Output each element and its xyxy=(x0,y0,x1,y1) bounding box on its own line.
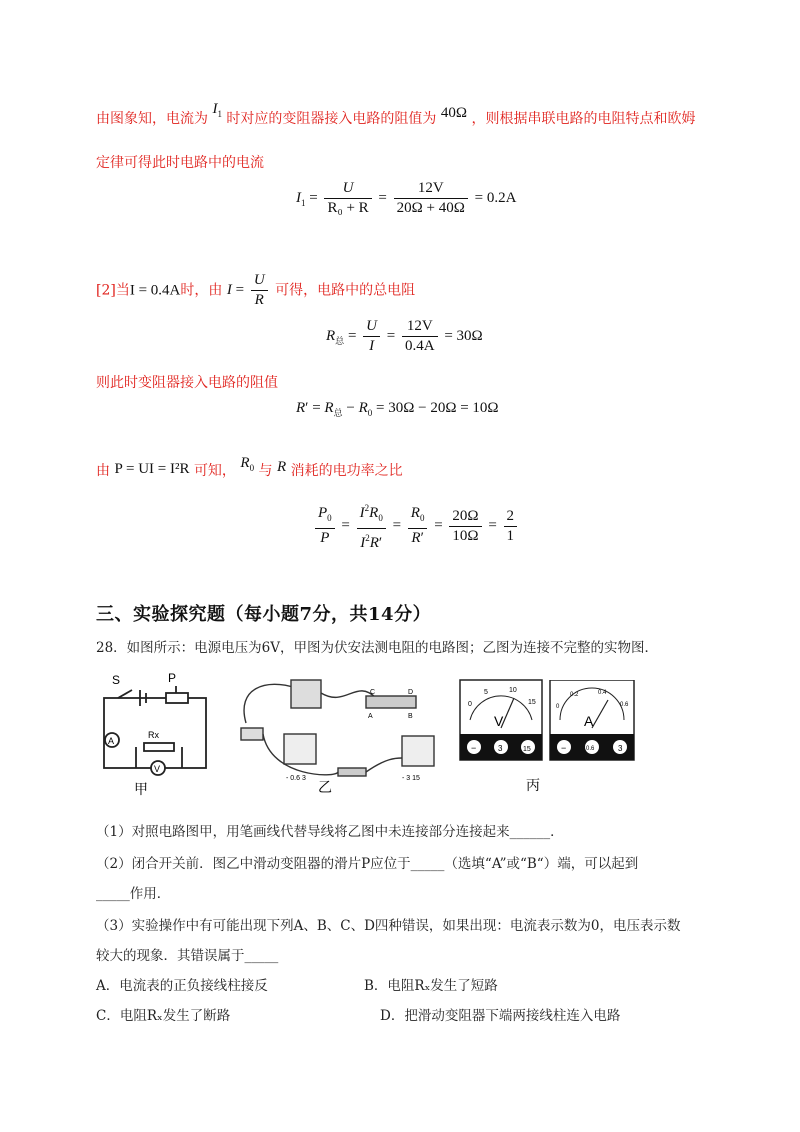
rheo-D: D xyxy=(408,689,414,696)
ammeter-dial-figure xyxy=(548,680,638,762)
option-a: A．电流表的正负接线柱接反 xyxy=(96,978,268,994)
val-40ohm: 40Ω xyxy=(440,105,468,121)
question-2b: _____作用． xyxy=(96,886,171,902)
meters-bing xyxy=(460,680,542,760)
tick-label: 5 xyxy=(484,689,488,696)
eq3-result: = 30Ω − 20Ω = 10Ω xyxy=(376,400,499,416)
tick-label: 0 xyxy=(468,701,472,708)
eq1-den: R₀ + R xyxy=(327,200,369,216)
eq1-num2: 12V xyxy=(394,180,468,199)
question-3a: （3）实验操作中有可能出现下列A、B、C、D四种错误，如果出现：电流表示数为0，电压表示数 xyxy=(96,918,681,934)
eq2-den2: 0.4A xyxy=(404,338,435,354)
solution-line-3 xyxy=(96,272,415,309)
equation-3: $R' = R_总 - R_0 = 30\Omega - 20\Omega = 10\Omega$ xyxy=(296,400,499,418)
terminal-label: 3 xyxy=(498,744,503,753)
eq1-den2: 20Ω + 40Ω xyxy=(396,200,465,216)
ammeter-physical-icon xyxy=(284,734,316,764)
rheostat-icon xyxy=(166,693,188,703)
resistor-icon xyxy=(144,743,174,751)
label-A: A xyxy=(108,736,115,746)
eq1-num: U xyxy=(342,180,354,196)
I-value: I = 0.4A xyxy=(129,282,181,299)
ohm-law-inline: I = $\frac{U}{R}$ xyxy=(227,272,271,309)
voltmeter-label: V xyxy=(494,713,504,729)
eq4-20: 20Ω xyxy=(449,508,481,527)
switch-icon xyxy=(118,690,132,698)
text: 与 xyxy=(258,463,273,479)
question-1: （1）对照电路图甲，用笔画线代替导线将乙图中未连接部分连接起来______． xyxy=(96,824,564,840)
tick-label: 15 xyxy=(528,699,536,706)
text: ，则根据串联电路的电阻特点和欧姆 xyxy=(471,111,696,127)
resistor-physical-icon xyxy=(338,768,366,776)
question-3b: 较大的现象．其错误属于_____ xyxy=(96,948,279,964)
label-bing: 丙 xyxy=(526,778,540,794)
power-formula: P = UI = I²R xyxy=(114,461,190,477)
rheo-C: C xyxy=(370,689,376,696)
tick-label: 0.2 xyxy=(570,692,579,698)
eq4-10: 10Ω xyxy=(452,527,479,544)
question-stem: 28．如图所示：电源电压为6V，甲图为伏安法测电阻的电路图；乙图为连接不完整的实物图． xyxy=(96,640,659,656)
meter-label-2: - 3 15 xyxy=(402,775,420,782)
label-yi: 乙 xyxy=(318,780,332,796)
eq1-result: = 0.2A xyxy=(474,189,517,206)
equation-4: $\frac{P_0}{P}$ = $\frac{I^2R_0}{I^2R'}$ = $\frac{R_0}{R'}$ = $\frac{20\Omega}{10\Omega}$ = $\frac{2}{1}$ xyxy=(312,500,520,552)
voltmeter-physical-icon xyxy=(402,736,434,766)
label-P: P xyxy=(168,671,177,685)
text: 时，由 xyxy=(180,282,223,299)
rheostat-physical-icon xyxy=(366,696,416,708)
label-jia: 甲 xyxy=(134,782,148,798)
text: 可知， xyxy=(193,463,236,479)
R0-symbol: $R_0$ xyxy=(240,455,255,473)
text: 时对应的变阻器接入电路的阻值为 xyxy=(226,111,437,127)
equation-2: $R_总$ = $\frac{U}{I}$ = $\frac{12V}{0.4A}$ = 30Ω xyxy=(326,318,483,354)
eq2-num2: 12V xyxy=(402,318,438,337)
rheo-B: B xyxy=(408,713,413,720)
solution-line-1 xyxy=(96,101,696,129)
eq2-result: = 30Ω xyxy=(444,327,483,344)
text: 消耗的电功率之比 xyxy=(290,463,403,479)
option-d: D．把滑动变阻器下端两接线柱连入电路 xyxy=(380,1008,621,1024)
solution-line-2: 定律可得此时电路中的电流 xyxy=(96,155,264,171)
I1-symbol: $I_1$ xyxy=(212,101,222,119)
terminal-label: − xyxy=(561,743,567,753)
tick-label: 0.4 xyxy=(598,690,607,696)
battery-pack-icon xyxy=(291,680,321,708)
option-b: B．电阻Rₓ发生了短路 xyxy=(364,978,498,994)
tick-label: 0 xyxy=(556,704,560,710)
terminal-label: 3 xyxy=(618,744,623,753)
question-2a: （2）闭合开关前．图乙中滑动变阻器的滑片P应位于_____（选填“A”或“B“）端，可以起到 xyxy=(96,856,639,872)
terminal-label: − xyxy=(471,743,477,753)
eq2-den: I xyxy=(369,338,375,354)
section-title: 三、实验探究题（每小题7分，共14分） xyxy=(96,604,432,625)
terminal-label: 15 xyxy=(523,746,531,753)
eq4-result-den: 1 xyxy=(506,527,515,544)
solution-line-4: 则此时变阻器接入电路的阻值 xyxy=(96,375,278,391)
equation-1: $I_1$ = $\frac{U}{\text{R₀ + R}}$ = $\frac{12V}{20\Omega + 40\Omega}$ = 0.2A xyxy=(296,180,517,216)
wire xyxy=(244,684,296,723)
solution-line-5 xyxy=(96,455,403,481)
meter-label-1: - 0.6 3 xyxy=(286,775,306,782)
text: 由图象知，电流为 xyxy=(96,111,208,127)
text: 可得，电路中的总电阻 xyxy=(275,282,416,299)
tick-label: 0.6 xyxy=(620,702,629,708)
R-symbol: R xyxy=(276,459,287,475)
ammeter-label: A xyxy=(584,713,594,729)
switch-physical-icon xyxy=(241,728,263,740)
tick-label: 10 xyxy=(509,687,517,694)
physical-setup-yi xyxy=(241,680,434,776)
text: 由 xyxy=(96,463,110,479)
label-S: S xyxy=(112,673,121,687)
label-Rx: Rx xyxy=(148,730,159,740)
eq2-num: U xyxy=(366,318,377,334)
rheo-A: A xyxy=(368,713,373,720)
eq4-result-num: 2 xyxy=(504,508,518,527)
circuit-figure xyxy=(96,668,556,798)
text: [2]当 xyxy=(96,282,130,299)
label-V: V xyxy=(154,764,161,774)
option-c: C．电阻Rₓ发生了断路 xyxy=(96,1008,231,1024)
terminal-label: 0.6 xyxy=(586,746,595,752)
